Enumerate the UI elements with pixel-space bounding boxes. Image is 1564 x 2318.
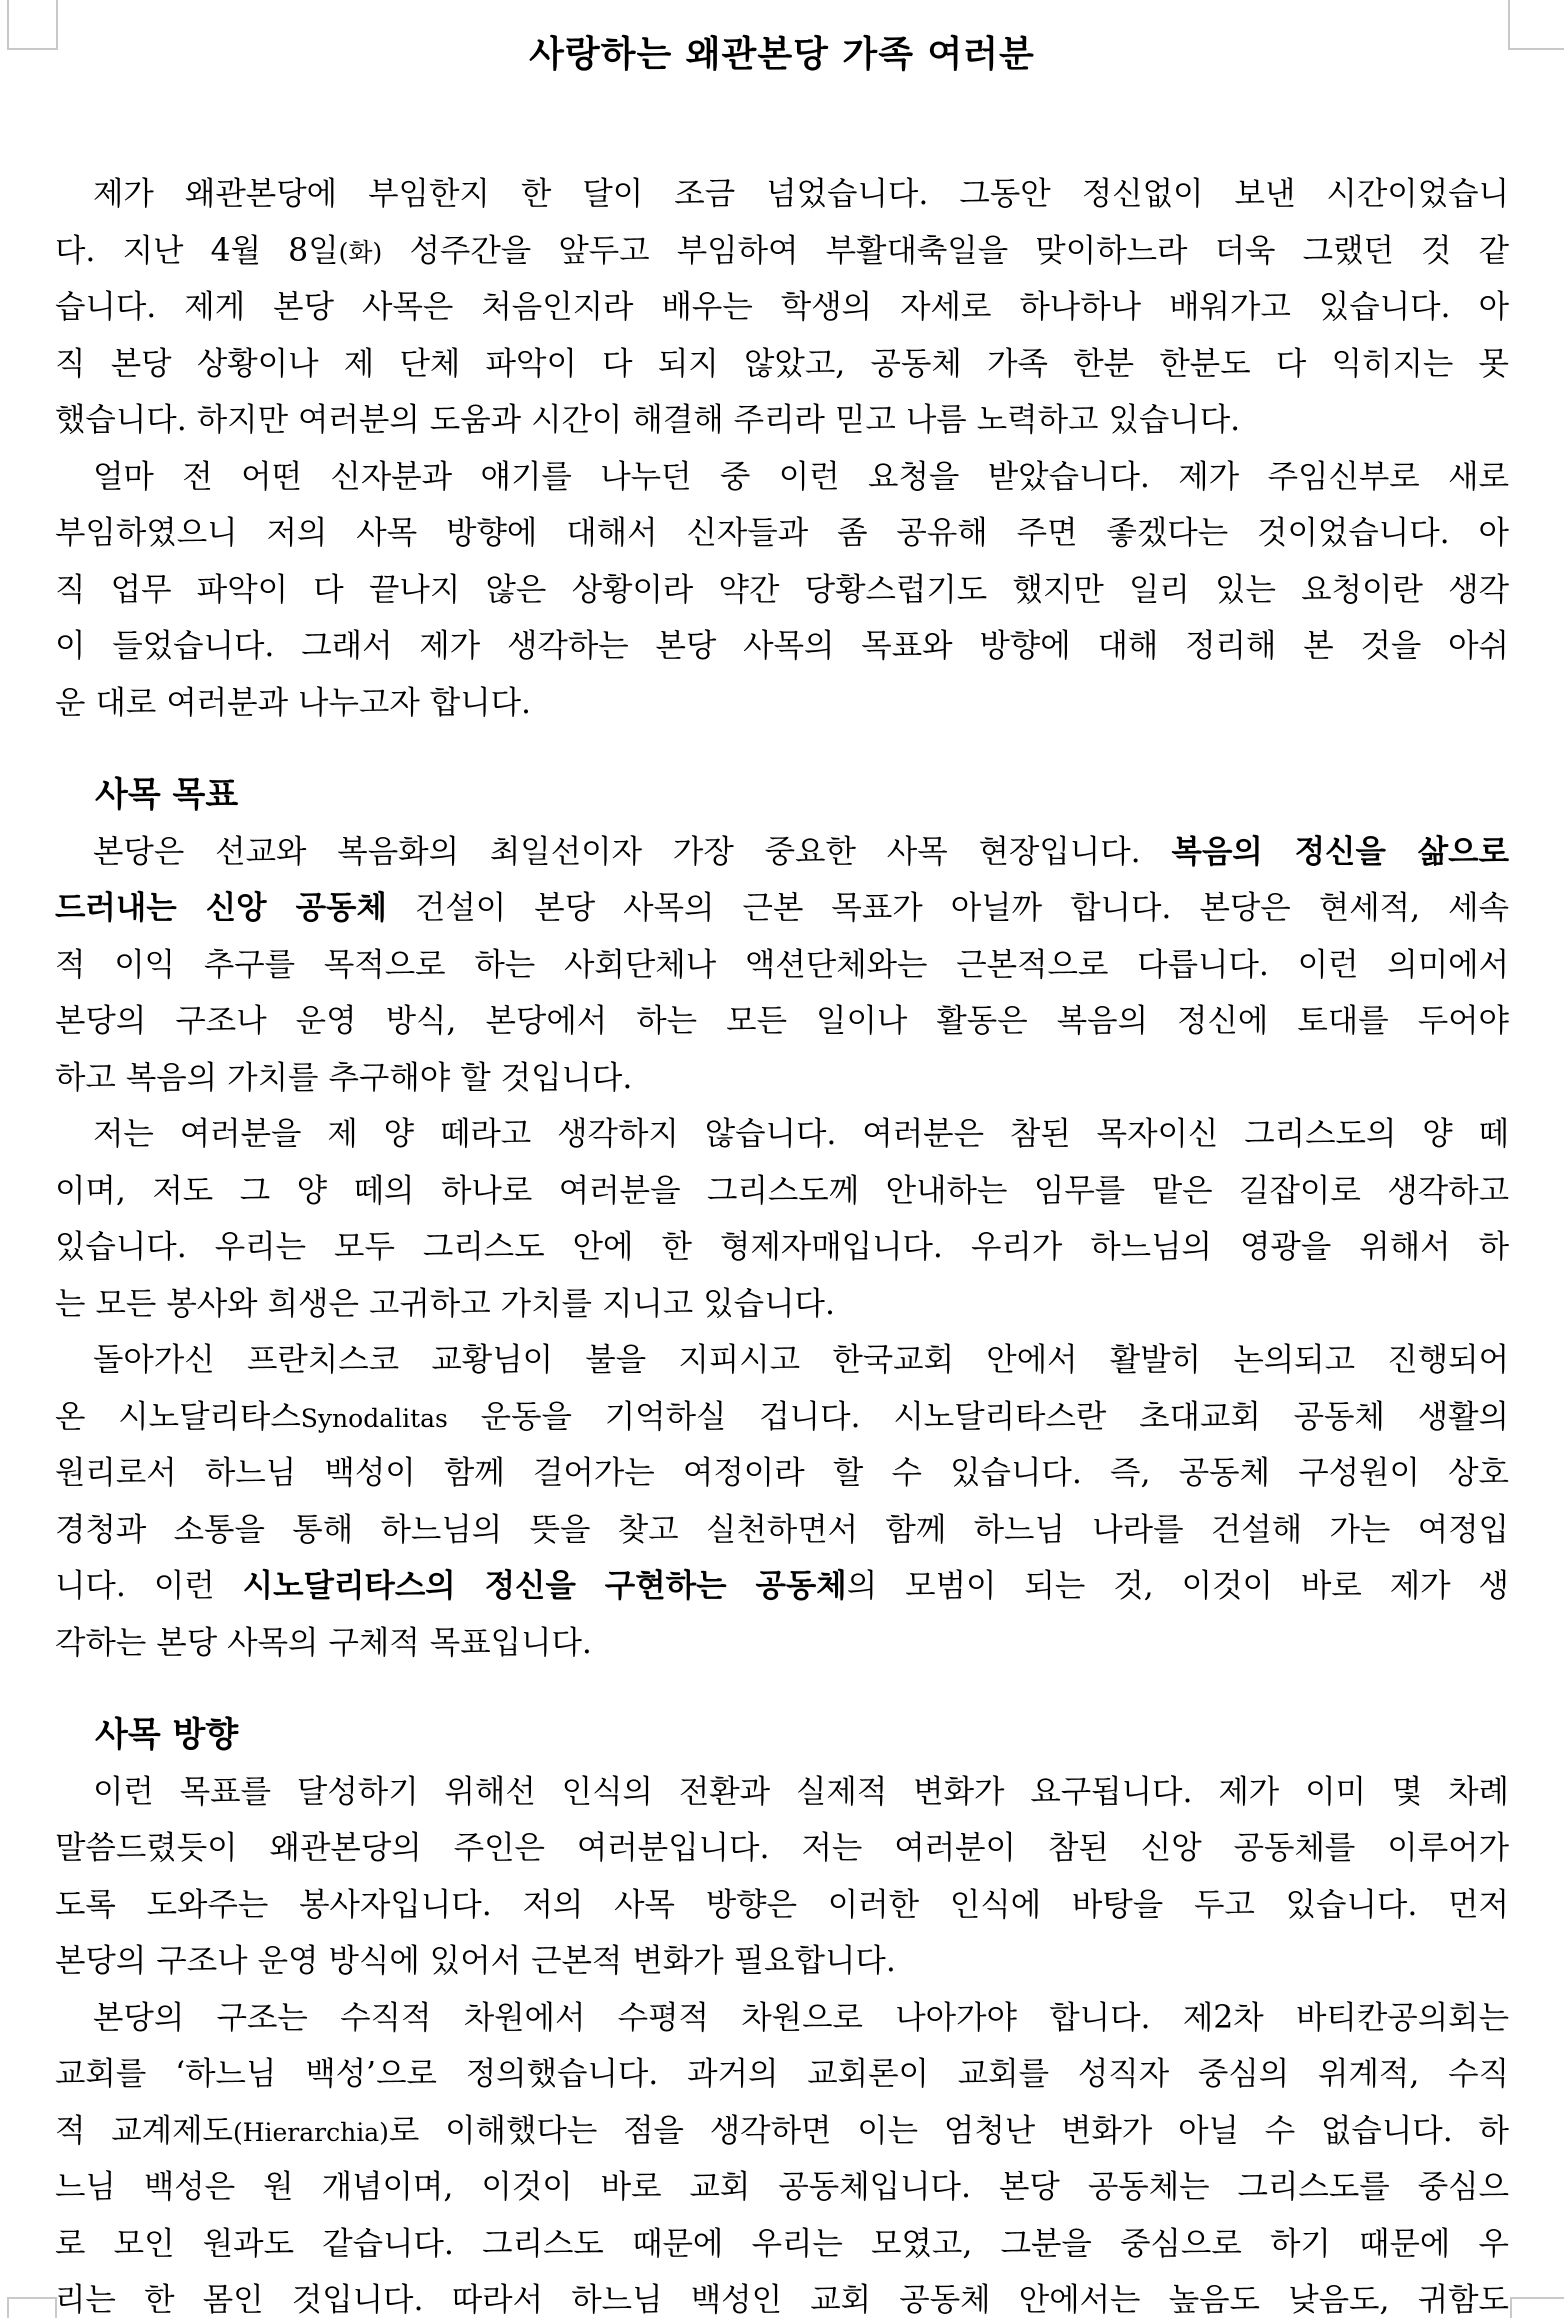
paragraph: [55, 824, 1509, 1107]
text-line: [55, 223, 1509, 280]
text-run: 다. 지난 4월 8일: [55, 232, 339, 269]
text-line: [55, 675, 1509, 732]
document-title: 사랑하는 왜관본당 가족 여러분: [529, 33, 1035, 75]
text-run: 건설이 본당 사목의 근본 목표가 아닐까 합니다. 본당은 현세적, 세속: [386, 890, 1509, 926]
page-corner-mark-top-left: [7, 0, 58, 50]
text-run: 저는 여러분을 제 양 떼라고 생각하지 않습니다. 여러분은 참된 목자이신 그리스도의 양 떼: [93, 1116, 1509, 1152]
document-body: [55, 166, 1509, 2318]
text-line: [55, 880, 1509, 937]
text-line: [55, 2272, 1509, 2318]
text-run: 습니다. 제게 본당 사목은 처음인지라 배우는 학생의 자세로 하나하나 배워가고 있습니다. 아: [55, 289, 1509, 325]
text-run: 제가 왜관본당에 부임한지 한 달이 조금 넘었습니다. 그동안 정신없이 보낸 시간이었습니: [93, 176, 1509, 212]
text-line: [55, 993, 1509, 1050]
text-line: [55, 1332, 1509, 1389]
small-text-run: Synodalitas: [300, 1403, 448, 1433]
text-line: [55, 392, 1509, 449]
text-run: 성주간을 앞두고 부임하여 부활대축일을 맞이하느라 더욱 그랬던 것 같: [382, 232, 1509, 269]
text-line: [55, 618, 1509, 675]
text-line: [55, 1764, 1509, 1821]
text-line: [55, 505, 1509, 562]
text-run: 는 모든 봉사와 희생은 고귀하고 가치를 지니고 있습니다.: [55, 1285, 835, 1322]
page-corner-mark-bottom-left: [7, 2297, 57, 2318]
text-run: 도록 도와주는 봉사자입니다. 저의 사목 방향은 이러한 인식에 바탕을 두고 있습니다. 먼저: [55, 1886, 1509, 1923]
text-line: [55, 1050, 1509, 1107]
text-line: [55, 336, 1509, 393]
paragraph: [55, 1106, 1509, 1332]
text-run: 느님 백성은 원 개념이며, 이것이 바로 교회 공동체입니다. 본당 공동체는 그리스도를 중심으: [55, 2169, 1509, 2205]
text-run: 교회를 ‘하느님 백성’으로 정의했습니다. 과거의 교회론이 교회를 성직자 중심의 위계적, 수직: [55, 2056, 1509, 2092]
text-run: 직 업무 파악이 다 끝나지 않은 상황이라 약간 당황스럽기도 했지만 일리 있는 요청이란 생각: [55, 571, 1509, 608]
text-run: 적 이익 추구를 목적으로 하는 사회단체나 액션단체와는 근본적으로 다릅니다. 이런 의미에서: [55, 946, 1509, 983]
paragraph: [55, 1764, 1509, 1990]
text-run: 로 이해했다는 점을 생각하면 이는 엄청난 변화가 아닐 수 없습니다. 하: [388, 2112, 1509, 2149]
page-corner-mark-bottom-right: [1510, 2297, 1564, 2318]
bold-text-run: 드러내는 신앙 공동체: [55, 889, 387, 926]
bold-text-run: 시노달리타스의 정신을 구현하는 공동체: [242, 1567, 847, 1604]
paragraph: [55, 1990, 1509, 2318]
text-run: 로 모인 원과도 같습니다. 그리스도 때문에 우리는 모였고, 그분을 중심으로 하기 때문에 우: [55, 2225, 1509, 2262]
text-run: 온 시노달리타스: [55, 1398, 301, 1435]
text-run: 의 모범이 되는 것, 이것이 바로 제가 생: [846, 1568, 1509, 1604]
section-heading: 사목 방향: [95, 1715, 239, 1755]
text-run: 부임하였으니 저의 사목 방향에 대해서 신자들과 좀 공유해 주면 좋겠다는 것이었습니다. 아: [55, 515, 1509, 551]
bold-text-run: 복음의 정신을 삶으로: [1171, 832, 1509, 870]
text-run: 운 대로 여러분과 나누고자 합니다.: [55, 684, 532, 721]
text-line: [55, 449, 1509, 506]
page-corner-mark-top-right: [1508, 0, 1564, 50]
text-run: 운동을 기억하실 겁니다. 시노달리타스란 초대교회 공동체 생활의: [447, 1398, 1509, 1435]
small-text-run: (Hierarchia): [232, 2117, 389, 2147]
text-run: 원리로서 하느님 백성이 함께 걸어가는 여정이라 할 수 있습니다. 즉, 공동체 구성원이 상호: [55, 1455, 1509, 1491]
text-line: [55, 1445, 1509, 1502]
text-line: [55, 2046, 1509, 2103]
text-line: [55, 824, 1509, 881]
text-line: [55, 1106, 1509, 1163]
paragraph: [55, 1332, 1509, 1671]
text-run: 니다. 이런: [55, 1568, 243, 1604]
text-line: [55, 1820, 1509, 1877]
text-run: 경청과 소통을 통해 하느님의 뜻을 찾고 실천하면서 함께 하느님 나라를 건설해 가는 여정입: [55, 1511, 1509, 1548]
text-line: [55, 1219, 1509, 1276]
text-run: 말씀드렸듯이 왜관본당의 주인은 여러분입니다. 저는 여러분이 참된 신앙 공동체를 이루어가: [55, 1830, 1509, 1866]
text-line: [55, 1558, 1509, 1615]
text-run: 각하는 본당 사목의 구체적 목표입니다.: [55, 1624, 592, 1661]
text-line: [55, 166, 1509, 223]
text-line: [55, 1933, 1509, 1990]
small-text-run: (화): [338, 237, 383, 267]
paragraph: [55, 166, 1509, 449]
text-line: [55, 2216, 1509, 2273]
text-line: [55, 937, 1509, 994]
text-line: [55, 1990, 1509, 2047]
text-line: [55, 279, 1509, 336]
text-run: 적 교계제도: [55, 2112, 233, 2149]
text-run: 본당의 구조나 운영 방식에 있어서 근본적 변화가 필요합니다.: [55, 1943, 896, 1979]
text-run: 직 본당 상황이나 제 단체 파악이 다 되지 않았고, 공동체 가족 한분 한분도 다 익히지는 못: [55, 345, 1509, 382]
document-content: [55, 0, 1509, 2318]
text-run: 본당은 선교와 복음화의 최일선이자 가장 중요한 사목 현장입니다.: [93, 833, 1172, 870]
text-line: [55, 1163, 1509, 1220]
paragraph: [55, 449, 1509, 732]
text-run: 얼마 전 어떤 신자분과 얘기를 나누던 중 이런 요청을 받았습니다. 제가 주임신부로 새로: [93, 458, 1509, 495]
section-heading: 사목 목표: [95, 775, 239, 815]
text-line: [55, 2159, 1509, 2216]
text-run: 리는 한 몸인 것입니다. 따라서 하느님 백성인 교회 공동체 안에서는 높음도 낮음도, 귀함도: [55, 2282, 1509, 2318]
text-run: 있습니다. 우리는 모두 그리스도 안에 한 형제자매입니다. 우리가 하느님의 영광을 위해서 하: [55, 1229, 1509, 1265]
text-line: [55, 1389, 1509, 1446]
text-line: [55, 1877, 1509, 1934]
text-run: 본당의 구조는 수직적 차원에서 수평적 차원으로 나아가야 합니다. 제2차 바티칸공의회는: [93, 1999, 1509, 2036]
text-line: [55, 1615, 1509, 1672]
text-line: [55, 562, 1509, 619]
text-line: [55, 2103, 1509, 2160]
text-run: 돌아가신 프란치스코 교황님이 불을 지피시고 한국교회 안에서 활발히 논의되고 진행되어: [93, 1342, 1509, 1378]
text-run: 이며, 저도 그 양 떼의 하나로 여러분을 그리스도께 안내하는 임무를 맡은 길잡이로 생각하고: [55, 1172, 1509, 1209]
text-run: 본당의 구조나 운영 방식, 본당에서 하는 모든 일이나 활동은 복음의 정신에 토대를 두어야: [55, 1003, 1509, 1039]
text-run: 했습니다. 하지만 여러분의 도움과 시간이 해결해 주리라 믿고 나름 노력하고 있습니다.: [55, 402, 1241, 438]
text-line: [55, 1502, 1509, 1559]
text-run: 이런 목표를 달성하기 위해선 인식의 전환과 실제적 변화가 요구됩니다. 제가 이미 몇 차례: [93, 1773, 1509, 1810]
text-run: 이 들었습니다. 그래서 제가 생각하는 본당 사목의 목표와 방향에 대해 정리해 본 것을 아쉬: [55, 628, 1509, 664]
text-line: [55, 1276, 1509, 1333]
text-run: 하고 복음의 가치를 추구해야 할 것입니다.: [55, 1059, 633, 1096]
